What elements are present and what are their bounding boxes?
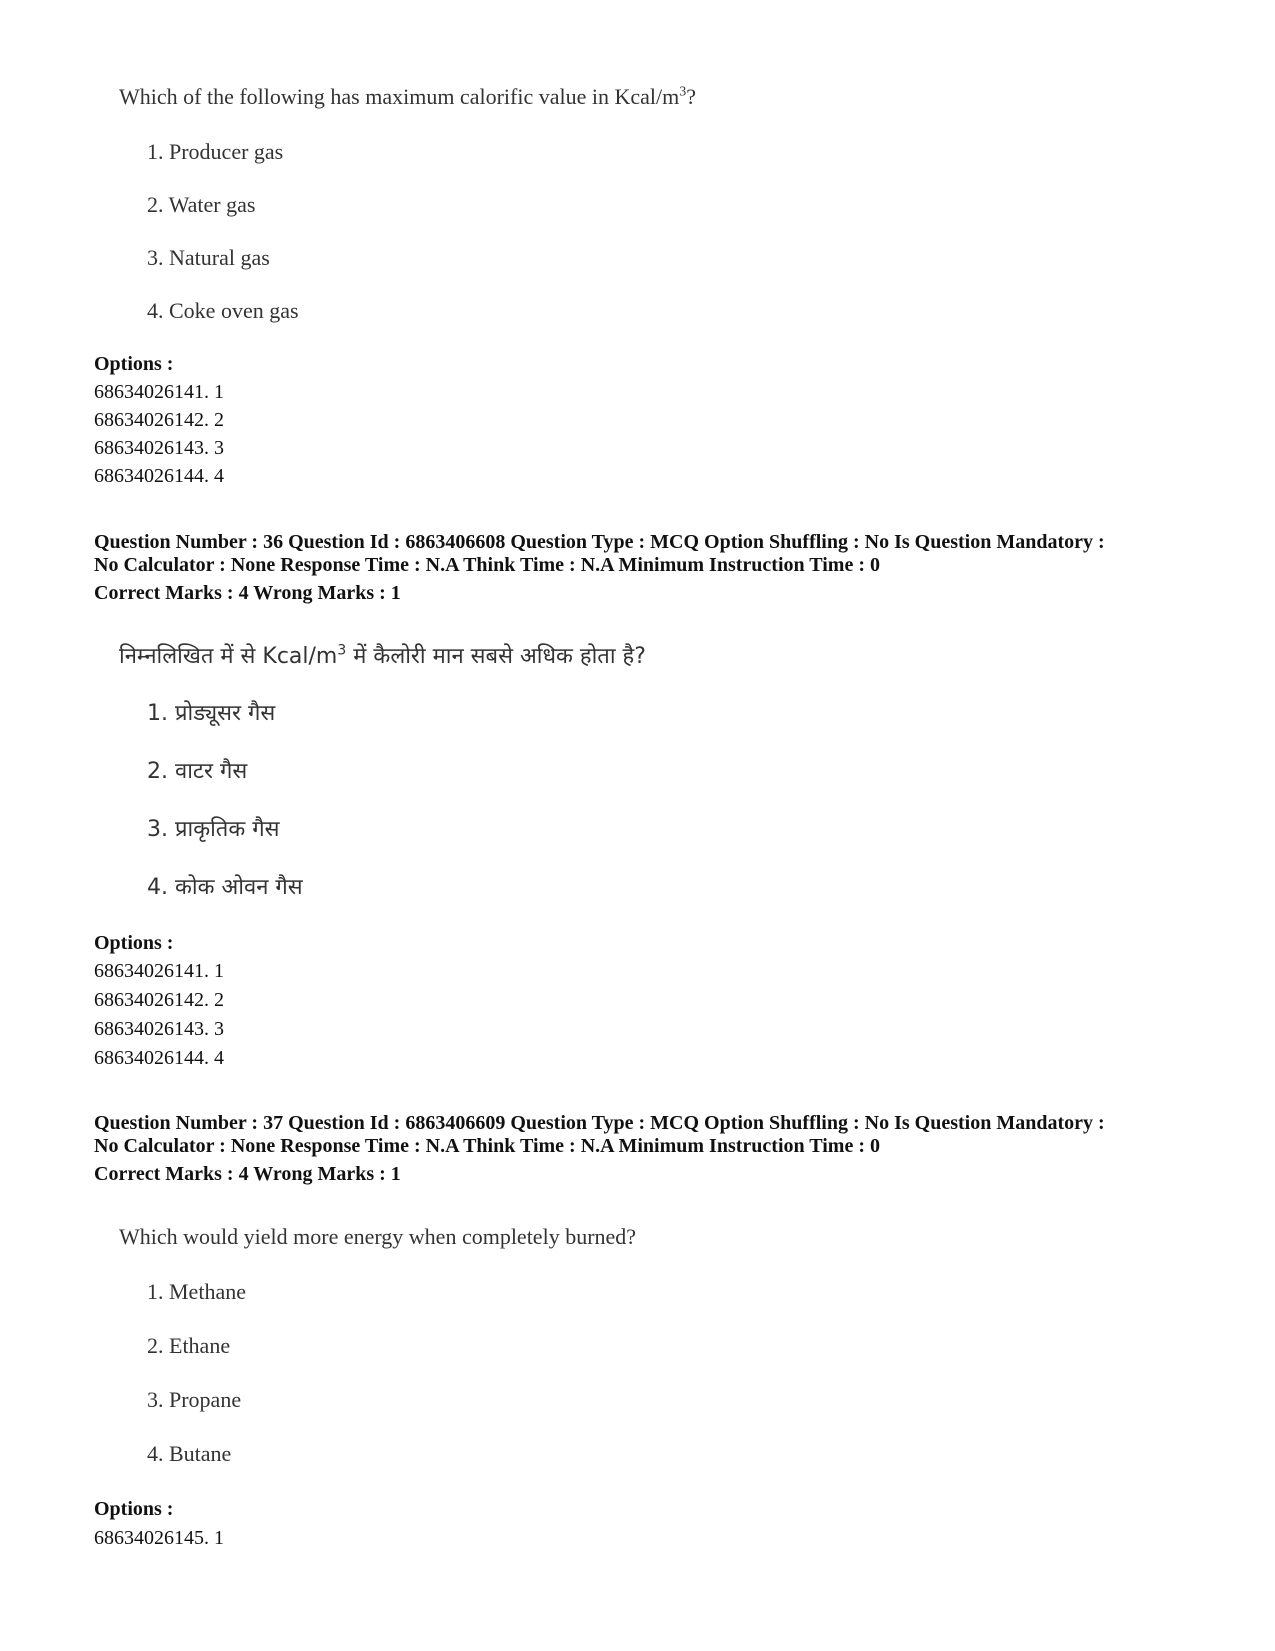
choice-1-3: 3. Natural gas	[147, 245, 270, 270]
question-meta-37-line1: Question Number : 37 Question Id : 6863406609 Question Type : MCQ Option Shuffling : No Is Question Mandatory :	[94, 1112, 1105, 1134]
question-text-36: निम्नलिखित में से Kcal/$m^3$ में कैलोरी मान सबसे अधिक होता है?	[119, 642, 646, 669]
options-label-37: Options :	[94, 1498, 174, 1520]
option-id-36-4: 68634026144. 4	[94, 1047, 224, 1069]
question-meta-36-line2: No Calculator : None Response Time : N.A Think Time : N.A Minimum Instruction Time : 0	[94, 554, 880, 576]
option-id-1-3: 68634026143. 3	[94, 437, 224, 459]
choice-37-4: 4. Butane	[147, 1441, 232, 1466]
option-id-36-1: 68634026141. 1	[94, 960, 224, 982]
option-id-1-4: 68634026144. 4	[94, 465, 224, 487]
choice-1-2: 2. Water gas	[147, 192, 256, 217]
choice-37-1: 1. Methane	[147, 1279, 246, 1304]
question-text-1: Which of the following has maximum calorific value in Kcal/$m^3$?	[119, 84, 696, 109]
option-id-36-3: 68634026143. 3	[94, 1018, 224, 1040]
choice-1-1: 1. Producer gas	[147, 139, 284, 164]
choice-37-2: 2. Ethane	[147, 1333, 231, 1358]
choice-37-3: 3. Propane	[147, 1387, 242, 1412]
question-meta-37-line2: No Calculator : None Response Time : N.A Think Time : N.A Minimum Instruction Time : 0	[94, 1135, 880, 1157]
question-text-37: Which would yield more energy when completely burned?	[119, 1224, 637, 1249]
option-id-36-2: 68634026142. 2	[94, 989, 224, 1011]
question-marks-36: Correct Marks : 4 Wrong Marks : 1	[94, 582, 401, 604]
choice-36-1: 1. प्रोड्यूसर गैस	[147, 701, 276, 726]
choice-36-2: 2. वाटर गैस	[147, 759, 248, 784]
options-label-36: Options :	[94, 932, 174, 954]
question-marks-37: Correct Marks : 4 Wrong Marks : 1	[94, 1163, 401, 1185]
options-label-1: Options :	[94, 353, 174, 375]
option-id-37-1: 68634026145. 1	[94, 1527, 224, 1549]
choice-36-3: 3. प्राकृतिक गैस	[147, 817, 280, 842]
choice-1-4: 4. Coke oven gas	[147, 298, 299, 323]
question-meta-36-line1: Question Number : 36 Question Id : 6863406608 Question Type : MCQ Option Shuffling : No Is Question Mandatory :	[94, 531, 1105, 553]
choice-36-4: 4. कोक ओवन गैस	[147, 875, 303, 900]
option-id-1-1: 68634026141. 1	[94, 381, 224, 403]
option-id-1-2: 68634026142. 2	[94, 409, 224, 431]
